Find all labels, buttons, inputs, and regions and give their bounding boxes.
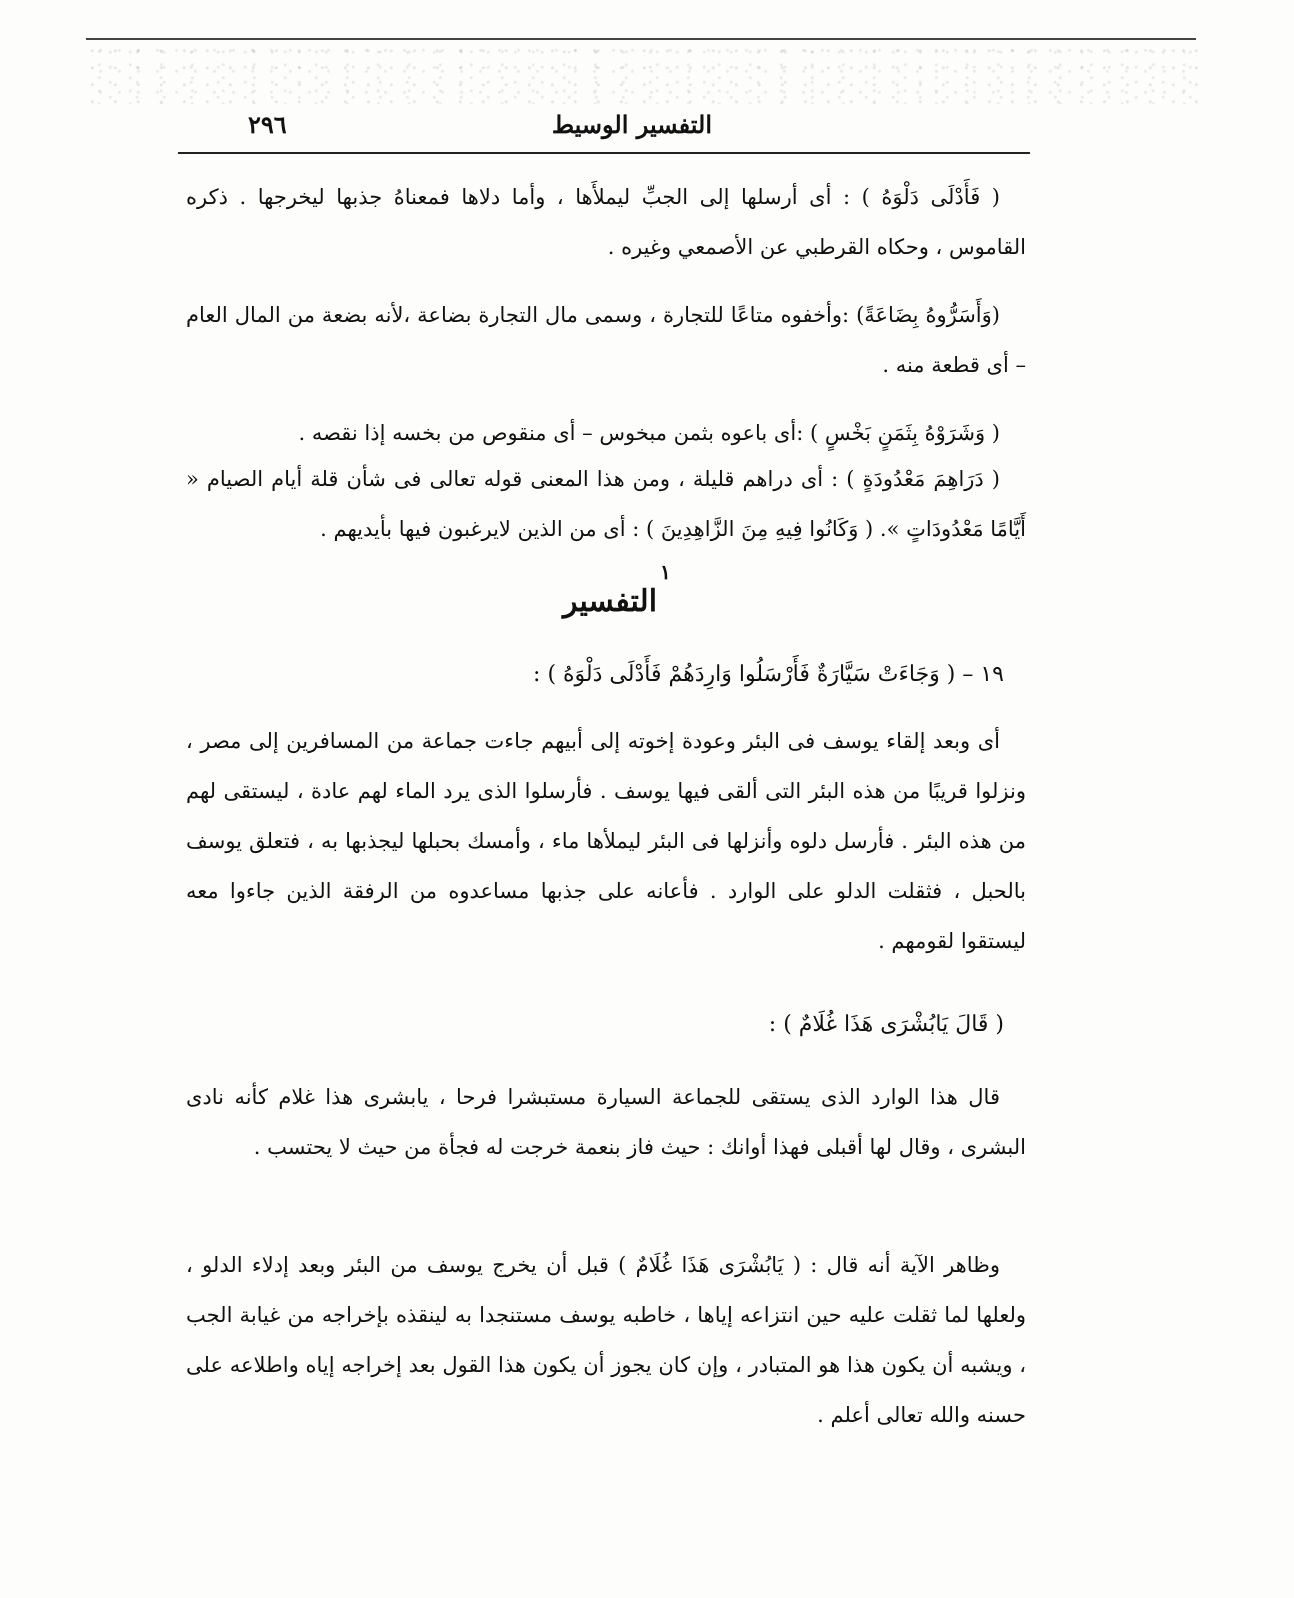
vocab-entry-bidaa [186, 290, 1026, 390]
verse-quote-ghulam: ( قَالَ يَابُشْرَى هَذَا غُلَامٌ ) : [768, 1012, 1004, 1037]
section-heading: التفسير [562, 584, 658, 619]
commentary-paragraph-1: أى وبعد إلقاء يوسف فى البئر وعودة إخوته إلى أبيهم جاءت جماعة من المسافرين إلى مصر ، ونزلوا قريبًا من هذه البئر التى ألقى فيها يوسف . فأرسلوا الذى يرد الماء لهم عادة ، ليستقى لهم من هذه البئر . فأرسل دلوه وأنزلها فى البئر ليملأها ماء ، وأمسك بحبلها ليجذبها به ، فتعلق يوسف بالحبل ، فثقلت الدلو على الوارد . فأعانه على جذبها مساعدوه من الرفقة الذين جاءوا معه ليستقوا لقومهم . [186, 729, 1026, 953]
vocab-line: ذكره القاموس ، وحكاه القرطبي عن الأصمعي وغيره . [186, 185, 1026, 259]
page-header [178, 106, 1030, 152]
scan-noise [90, 44, 1200, 104]
vocab-entry-bakhs [186, 408, 1026, 458]
commentary-paragraph-2: قال هذا الوارد الذى يستقى للجماعة السيارة مستبشرا فرحا ، يابشرى هذا غلام كأنه نادى البشرى ، وقال لها أقبلى فهذا أوانك : حيث فاز بنعمة خرجت له فجأة من حيث لا يحتسب . [186, 1085, 1026, 1159]
running-title: التفسير الوسيط [551, 110, 712, 139]
scan-edge-rule [86, 38, 1196, 40]
verse-19-heading: ١٩ – ( وَجَاءَتْ سَيَّارَةٌ فَأَرْسَلُوا وَارِدَهُمْ فَأَدْلَى دَلْوَهُ ) : [533, 662, 1004, 687]
vocab-line: ( دَرَاهِمَ مَعْدُودَةٍ ) : أى دراهم قليلة ، ومن هذا المعنى قوله تعالى فى شأن قلة أيام الصيام [206, 467, 1000, 491]
vocab-entry-maadooda [186, 454, 1026, 554]
page-number: ٢٩٦ [248, 110, 287, 139]
section-mark: ١ [660, 560, 671, 584]
vocab-line: العام – أى قطعة منه . [186, 303, 1026, 377]
vocab-line: ( فَأَدْلَى دَلْوَهُ ) : أى أرسلها إلى الجبِّ ليملأَها ، وأما دلاها فمعناهُ جذبها ليخرجها . [239, 185, 1000, 209]
vocab-line: (وَأَسَرُّوهُ بِضَاعَةً) :وأخفوه متاعًا للتجارة ، وسمى مال التجارة بضاعة ،لأنه بضعة من المال [234, 303, 1000, 327]
vocab-entry-dalw [186, 172, 1026, 272]
commentary-paragraph-3: وظاهر الآية أنه قال : ( يَابُشْرَى هَذَا غُلَامٌ ) قبل أن يخرج يوسف من البئر وبعد إدلاء الدلو ، ولعلها لما ثقلت عليه حين انتزاعه إياها ، خاطبه يوسف مستنجدا به لينقذه بإخراجه من غيابة الجب ، ويشبه أن يكون هذا هو المتبادر ، وإن كان يجوز أن يكون هذا القول بعد إخراجه إياه واطلاعه على حسنه والله تعالى أعلم . [186, 1253, 1026, 1427]
header-rule [178, 152, 1030, 154]
vocab-line: ( وَشَرَوْهُ بِثَمَنٍ بَخْسٍ ) :أى باعوه بثمن مبخوس – أى منقوص من بخسه إذا نقصه . [298, 421, 1000, 445]
vocab-line: « أَيَّامًا مَعْدُودَاتٍ ». ( وَكَانُوا فِيهِ مِنَ الزَّاهِدِينَ ) : أى من الذين لايرغبون فيها بأيديهم . [186, 467, 1026, 541]
